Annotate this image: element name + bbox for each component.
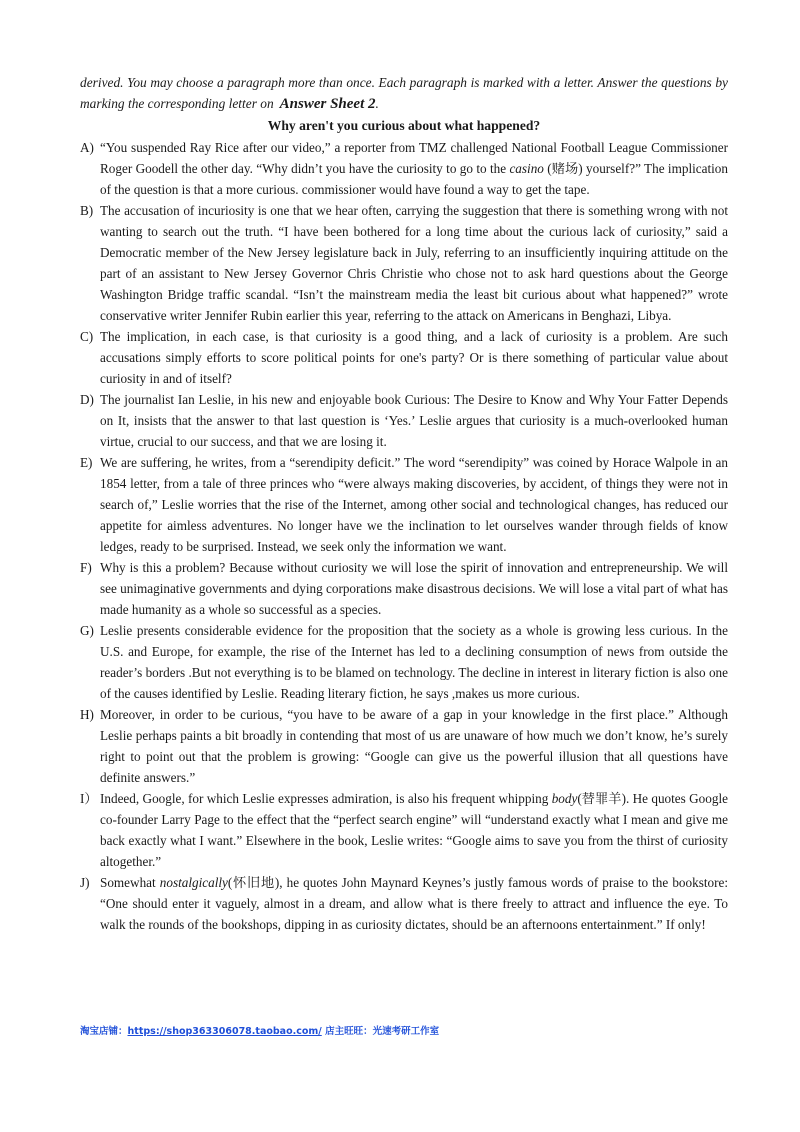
paragraph-text: The implication, in each case, is that curiosity is a good thing, and a lack of curiosity is a problem. Are such accusations simply efforts to score political points for one's party? Or is there something of particular value about curiosity in and of itself? <box>100 329 728 386</box>
shop-link[interactable]: https://shop363306078.taobao.com/ <box>127 1026 322 1037</box>
paragraph-label: C) <box>80 329 94 344</box>
paragraph-text: Moreover, in order to be curious, “you have to be aware of a gap in your knowledge in the first place.” Although Leslie perhaps paints a bit broadly in contending that most of us are unaware of how much we don’t know, he’s surely right to point out that the problem is growing: “Google can give us the powerful illusion that all questions have definite answers.” <box>100 707 728 785</box>
italic-term: casino <box>509 161 544 176</box>
paragraph-text: (赌场) yourself?” The implication of the question is that a more curious. commissioner would have found a way to get the tape. <box>100 161 728 197</box>
paragraph-text: The accusation of incuriosity is one that we hear often, carrying the suggestion that there is something wrong with not wanting to search out the truth. “I have been bothered for a long time about the curious lack of curiosity,” said a Democratic member of the New Jersey legislature back in July, referring to an insufficiently inquiring attitude on the part of an assistant to New Jersey Governor Chris Christie who chose not to ask hard questions about the George Washington Bridge traffic scandal. “Isn’t the mainstream media the least bit curious about what happened?” wrote conservative writer Jennifer Rubin earlier this year, referring to the attack on Americans in Benghazi, Libya. <box>100 203 728 323</box>
paragraph-b <box>80 200 728 326</box>
paragraph-f <box>80 557 728 620</box>
instructions-text: derived. You may choose a paragraph more than once. Each paragraph is marked with a letter. Answer the questions by marking the corresponding letter on <box>80 75 728 111</box>
paragraph-j <box>80 872 728 935</box>
paragraph-label: F) <box>80 560 92 575</box>
paragraph-h <box>80 704 728 788</box>
paragraph-label: I） <box>80 791 98 806</box>
paragraph-text: “You suspended Ray Rice after our video,” a reporter from TMZ challenged National Football League Commissioner Roger Goodell the other day. “Why didn’t you have the curiosity to go to the <box>100 140 728 176</box>
shop-footer <box>80 1023 439 1037</box>
paragraph-label: A) <box>80 140 94 155</box>
shop-owner: 店主旺旺：光速考研工作室 <box>325 1026 440 1037</box>
paragraph-label: D) <box>80 392 94 407</box>
passage-title: Why aren't you curious about what happened? <box>267 118 541 133</box>
paragraph-c <box>80 326 728 389</box>
instructions <box>80 72 728 115</box>
paragraph-label: E) <box>80 455 93 470</box>
paragraph-text: The journalist Ian Leslie, in his new and enjoyable book Curious: The Desire to Know and Why Your Fatter Depends on It, insists that the answer to that last question is ‘Yes.’ Leslie argues that curiosity is a much-overlooked human virtue, crucial to our success, and that we are losing it. <box>100 392 728 449</box>
paragraph-a <box>80 137 728 200</box>
paragraph-label: G) <box>80 623 94 638</box>
italic-term: nostalgically <box>159 875 228 890</box>
paragraph-text: (替罪羊). He quotes Google co-founder Larry Page to the effect that the “perfect search engine” will “understand exactly what I mean and give me back exactly what I want.” Elsewhere in the book, Leslie writes: “Google aims to save you from the thirst of curiosity altogether.” <box>100 791 728 869</box>
paragraph-d <box>80 389 728 452</box>
italic-term: body <box>551 791 578 806</box>
paragraph-label: H) <box>80 707 94 722</box>
paragraph-text: Why is this a problem? Because without curiosity we will lose the spirit of innovation and entrepreneurship. We will see unimaginative governments and dying corporations make disastrous decisions. We will lose a vital part of what has made humanity as a whole so successful as a species. <box>100 560 728 617</box>
paragraph-i <box>80 788 728 872</box>
paragraph-text: Indeed, Google, for which Leslie expresses admiration, is also his frequent whipping <box>100 791 549 806</box>
answer-sheet-label: Answer Sheet 2 <box>279 96 376 112</box>
document-page <box>80 72 728 935</box>
shop-label: 淘宝店铺： <box>80 1026 128 1037</box>
paragraph-e <box>80 452 728 557</box>
paragraph-text: We are suffering, he writes, from a “serendipity deficit.” The word “serendipity” was coined by Horace Walpole in an 1854 letter, from a tale of three princes who “were always making discoveries, by accident, of things they were not in search of,” Leslie worries that the rise of the Internet, among other social and technological changes, has reduced our appetite for aimless adventures. No longer have we the inclination to let ourselves wander through fields of know ledges, ready to be surprised. Instead, we seek only the information we want. <box>100 455 728 554</box>
paragraph-text: (怀旧地), he quotes John Maynard Keynes’s justly famous words of praise to the bookstore: “One should enter it vaguely, almost in a dream, and allow what is there freely to attract and influence the eye. To walk the rounds of the bookshops, dipping in as curiosity dictates, should be an afternoons entertainment.” If only! <box>100 875 728 932</box>
paragraph-label: J) <box>80 875 90 890</box>
paragraph-text: Leslie presents considerable evidence for the proposition that the society as a whole is growing less curious. In the U.S. and Europe, for example, the rise of the Internet has led to a declining consumption of news from outside the reader’s borders .But not everything is to be blamed on technology. The decline in interest in literary fiction is also one of the causes identified by Leslie. Reading literary fiction, he says ,makes us more curious. <box>100 623 728 701</box>
paragraph-label: B) <box>80 203 94 218</box>
paragraph-g <box>80 620 728 704</box>
instructions-period: . <box>375 96 379 111</box>
paragraph-text: Somewhat <box>100 875 156 890</box>
